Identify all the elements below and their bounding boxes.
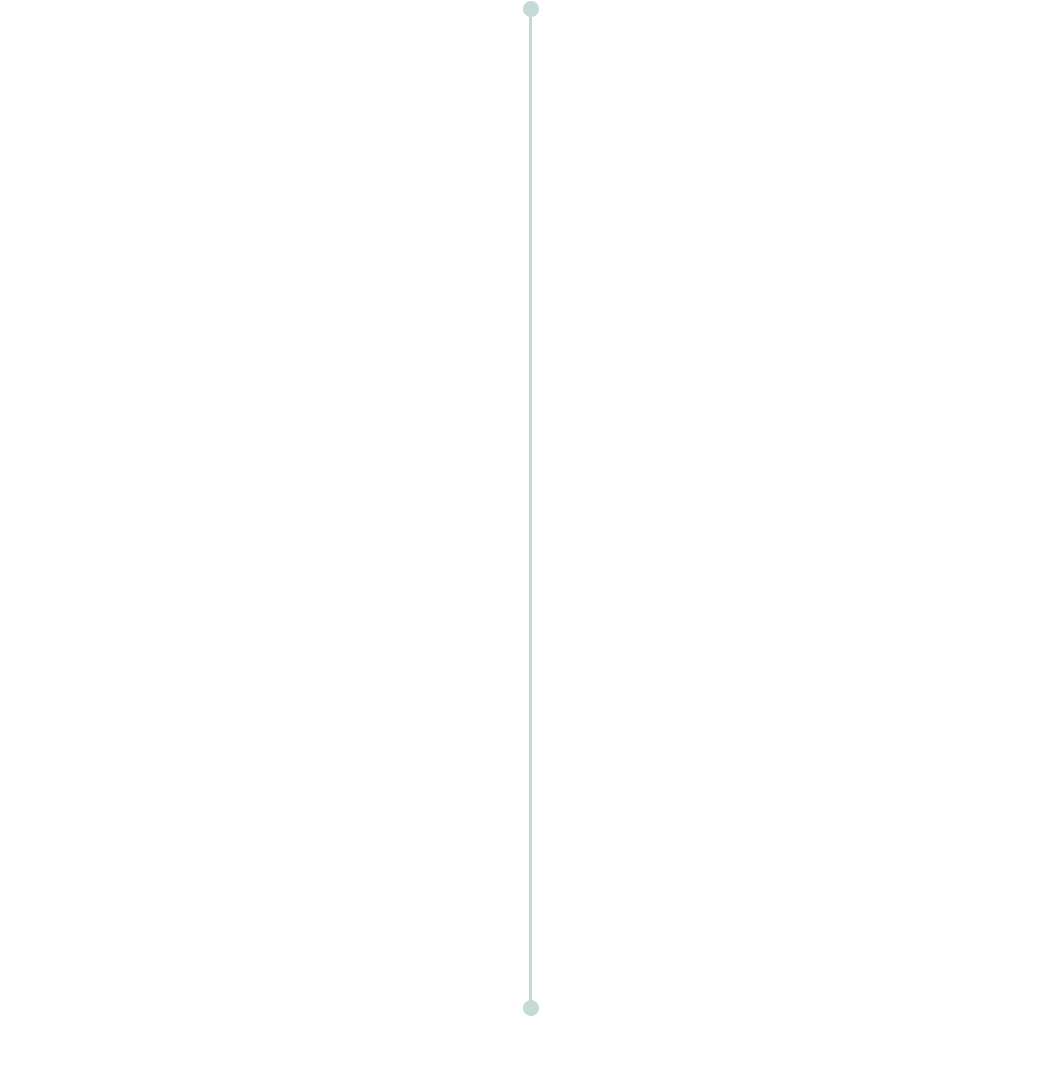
timeline-connector-line-icon — [529, 9, 532, 1008]
timeline-node-bottom-icon — [523, 1000, 539, 1016]
